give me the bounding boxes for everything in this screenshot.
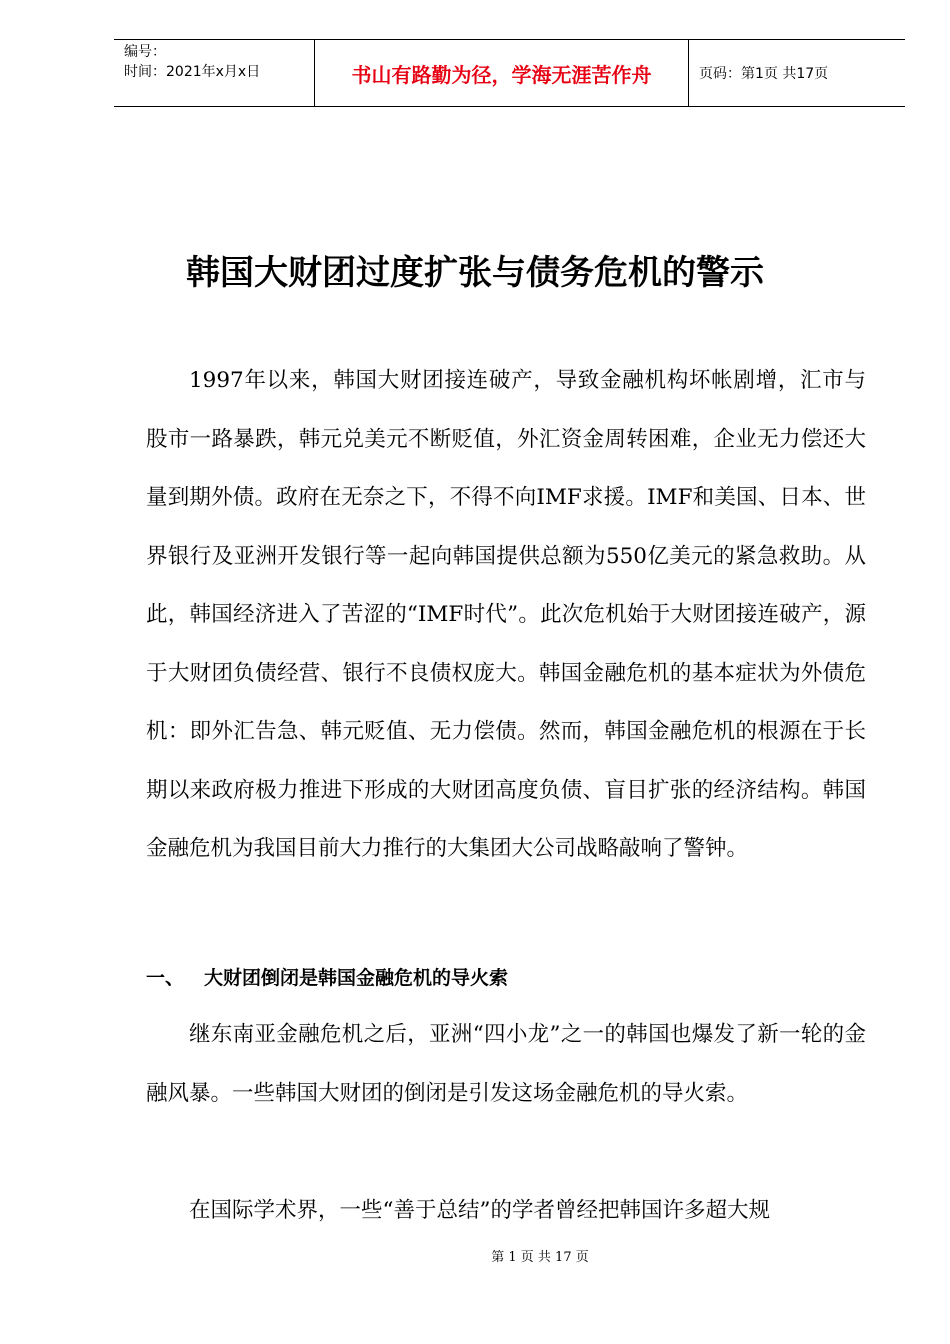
section-paragraph-2: 在国际学术界，一些“善于总结”的学者曾经把韩国许多超大规 <box>189 1198 770 1223</box>
page-footer: 第 1 页 共 17 页 <box>491 1250 589 1265</box>
time-label: 时间：2021年x月x日 <box>124 64 261 80</box>
document-header <box>114 39 905 107</box>
section-title: 大财团倒闭是韩国金融危机的导火索 <box>204 967 509 989</box>
document-title: 韩国大财团过度扩张与债务危机的警示 <box>186 253 764 293</box>
section-heading <box>146 958 508 998</box>
header-page-info: 页码：第1页 共17页 <box>699 66 829 82</box>
section-paragraph-1: 继东南亚金融危机之后，亚洲“四小龙”之一的韩国也爆发了新一轮的金融风暴。一些韩国大财团的倒闭是引发这场金融危机的导火索。 <box>146 1022 866 1106</box>
number-label: 编号： <box>124 44 166 60</box>
header-motto: 书山有路勤为径，学海无涯苦作舟 <box>315 40 689 106</box>
intro-paragraph: 1997年以来，韩国大财团接连破产，导致金融机构坏帐剧增，汇市与股市一路暴跌，韩元兑美元不断贬值，外汇资金周转困难，企业无力偿还大量到期外债。政府在无奈之下，不得不向IMF求援。IMF和美国、日本、世界银行及亚洲开发银行等一起向韩国提供总额为550亿美元的紧急救助。从此，韩国经济进入了苦涩的“IMF时代”。此次危机始于大财团接连破产，源于大财团负债经营、银行不良债权庞大。韩国金融危机的基本症状为外债危机：即外汇告急、韩元贬值、无力偿债。然而，韩国金融危机的根源在于长期以来政府极力推进下形成的大财团高度负债、盲目扩张的经济结构。韩国金融危机为我国目前大力推行的大集团大公司战略敲响了警钟。 <box>146 368 866 861</box>
section-number: 一、 <box>146 967 185 989</box>
header-meta-cell <box>114 40 315 106</box>
